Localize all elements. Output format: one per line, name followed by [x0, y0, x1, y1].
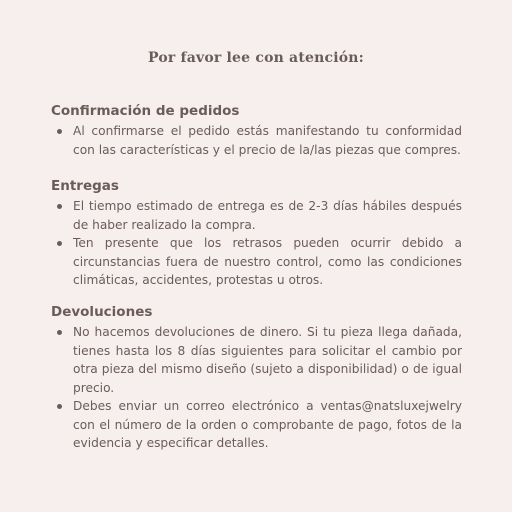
list-item-text: Ten presente que los retrasos pueden ocurrir debido a circunstancias fuera de nuestro control, como las condiciones climáticas, accidentes, protestas u otros.	[73, 236, 462, 287]
page-title: Por favor lee con atención:	[147, 50, 365, 66]
bullet-icon	[57, 330, 62, 335]
section-entregas	[51, 178, 462, 290]
list-item-text: Debes enviar un correo electrónico a ventas@natsluxejwelry con el número de la orden o comprobante de pago, fotos de la evidencia y especificar detalles.	[73, 399, 462, 450]
list-item	[51, 397, 462, 453]
bullet-list	[51, 122, 462, 159]
section-heading: Devoluciones	[51, 304, 153, 320]
section-devoluciones	[51, 304, 462, 453]
list-item	[51, 234, 462, 290]
section-heading: Entregas	[51, 178, 119, 194]
bullet-icon	[57, 129, 62, 134]
list-item	[51, 323, 462, 397]
bullet-icon	[57, 204, 62, 209]
list-item	[51, 197, 462, 234]
list-item-text: Al confirmarse el pedido estás manifestando tu conformidad con las características y el precio de la/las piezas que compres.	[73, 124, 462, 157]
bullet-list	[51, 197, 462, 290]
bullet-icon	[57, 404, 62, 409]
section-heading: Confirmación de pedidos	[51, 103, 240, 119]
bullet-icon	[57, 241, 62, 246]
section-confirmacion-de-pedidos	[51, 103, 462, 159]
list-item	[51, 122, 462, 159]
list-item-text: El tiempo estimado de entrega es de 2-3 días hábiles después de haber realizado la compra.	[73, 199, 462, 232]
list-item-text: No hacemos devoluciones de dinero. Si tu pieza llega dañada, tienes hasta los 8 días siguientes para solicitar el cambio por otra pieza del mismo diseño (sujeto a disponibilidad) o de igual precio.	[73, 325, 462, 395]
bullet-list	[51, 323, 462, 453]
